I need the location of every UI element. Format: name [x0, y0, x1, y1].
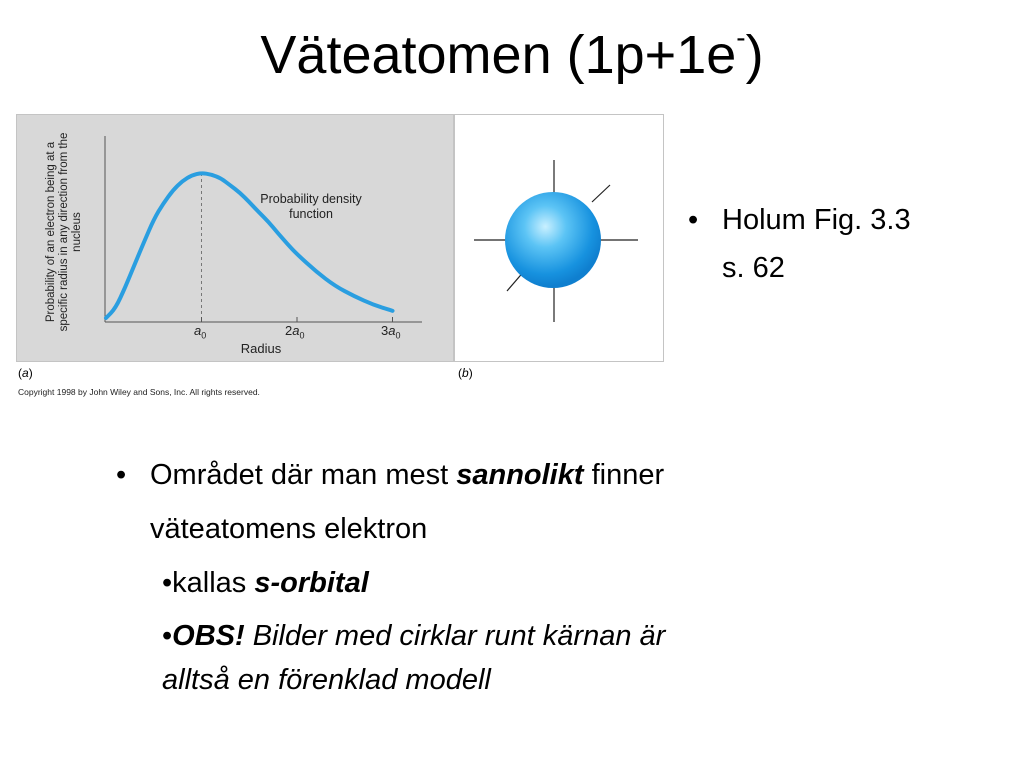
sub2-emphasis: OBS!	[172, 620, 245, 652]
sub-bullet-icon: •	[162, 620, 173, 652]
copyright-note: Copyright 1998 by John Wiley and Sons, Inc. All rights reserved.	[18, 387, 260, 397]
tick-symbol: a	[388, 323, 396, 338]
main-text-part-1: Området där man mest	[150, 459, 457, 491]
curve-label: Probability density function	[260, 192, 362, 221]
x-tick-a0	[194, 323, 206, 341]
bullet-icon: •	[688, 204, 699, 236]
sub2-text-line-2: alltså en förenklad modell	[162, 664, 491, 696]
sub-bullet-item-2	[112, 610, 892, 702]
tick-symbol: a	[292, 323, 300, 338]
y-axis-label: Probability of an electron being at a specific radius in any direction from the nucleus	[45, 132, 83, 332]
caption-a: (a)	[18, 366, 33, 380]
reference-line-2: s. 62	[722, 252, 785, 284]
x-tick-2a0	[285, 323, 304, 341]
reference-list	[684, 196, 1014, 292]
tick-coef: 3	[381, 323, 389, 338]
tick-subscript: 0	[395, 330, 401, 341]
main-text-line-2: väteatomens elektron	[150, 513, 428, 545]
sub-bullet-icon: •	[162, 567, 173, 599]
x-tick-marks	[202, 317, 393, 322]
reference-line-1: Holum Fig. 3.3	[722, 204, 911, 236]
x-tick-3a0	[381, 323, 400, 341]
slide-title	[0, 22, 1024, 88]
sub1-text: kallas	[172, 567, 255, 599]
tick-coef: 2	[285, 323, 293, 338]
reference-item	[684, 196, 1014, 292]
tick-subscript: 0	[201, 330, 207, 341]
x-axis-label: Radius	[240, 341, 282, 356]
caption-b: (b)	[458, 366, 473, 380]
slide-title-superscript: -	[736, 22, 746, 53]
main-bullet-item	[112, 448, 892, 556]
textbook-figure	[16, 112, 664, 402]
sub-bullet-item-1	[112, 556, 892, 610]
caption-a-letter: a	[22, 366, 29, 380]
main-bullet-list	[112, 448, 892, 702]
sub2-text: Bilder med cirklar runt kärnan är	[244, 620, 666, 652]
s-orbital-sphere-icon	[505, 192, 601, 288]
tick-symbol: a	[194, 323, 202, 338]
main-text-part-2: finner	[583, 459, 665, 491]
bullet-icon: •	[116, 459, 127, 491]
axis-diag-upper-icon	[592, 185, 610, 202]
slide-title-close: )	[745, 25, 764, 85]
main-text-emphasis: sannolikt	[456, 459, 584, 491]
caption-b-letter: b	[462, 366, 469, 380]
tick-subscript: 0	[299, 330, 305, 341]
slide-title-text: Väteatomen (1p+1e	[260, 25, 737, 85]
figure-drawing	[16, 112, 664, 362]
sub1-emphasis: s-orbital	[254, 567, 369, 599]
